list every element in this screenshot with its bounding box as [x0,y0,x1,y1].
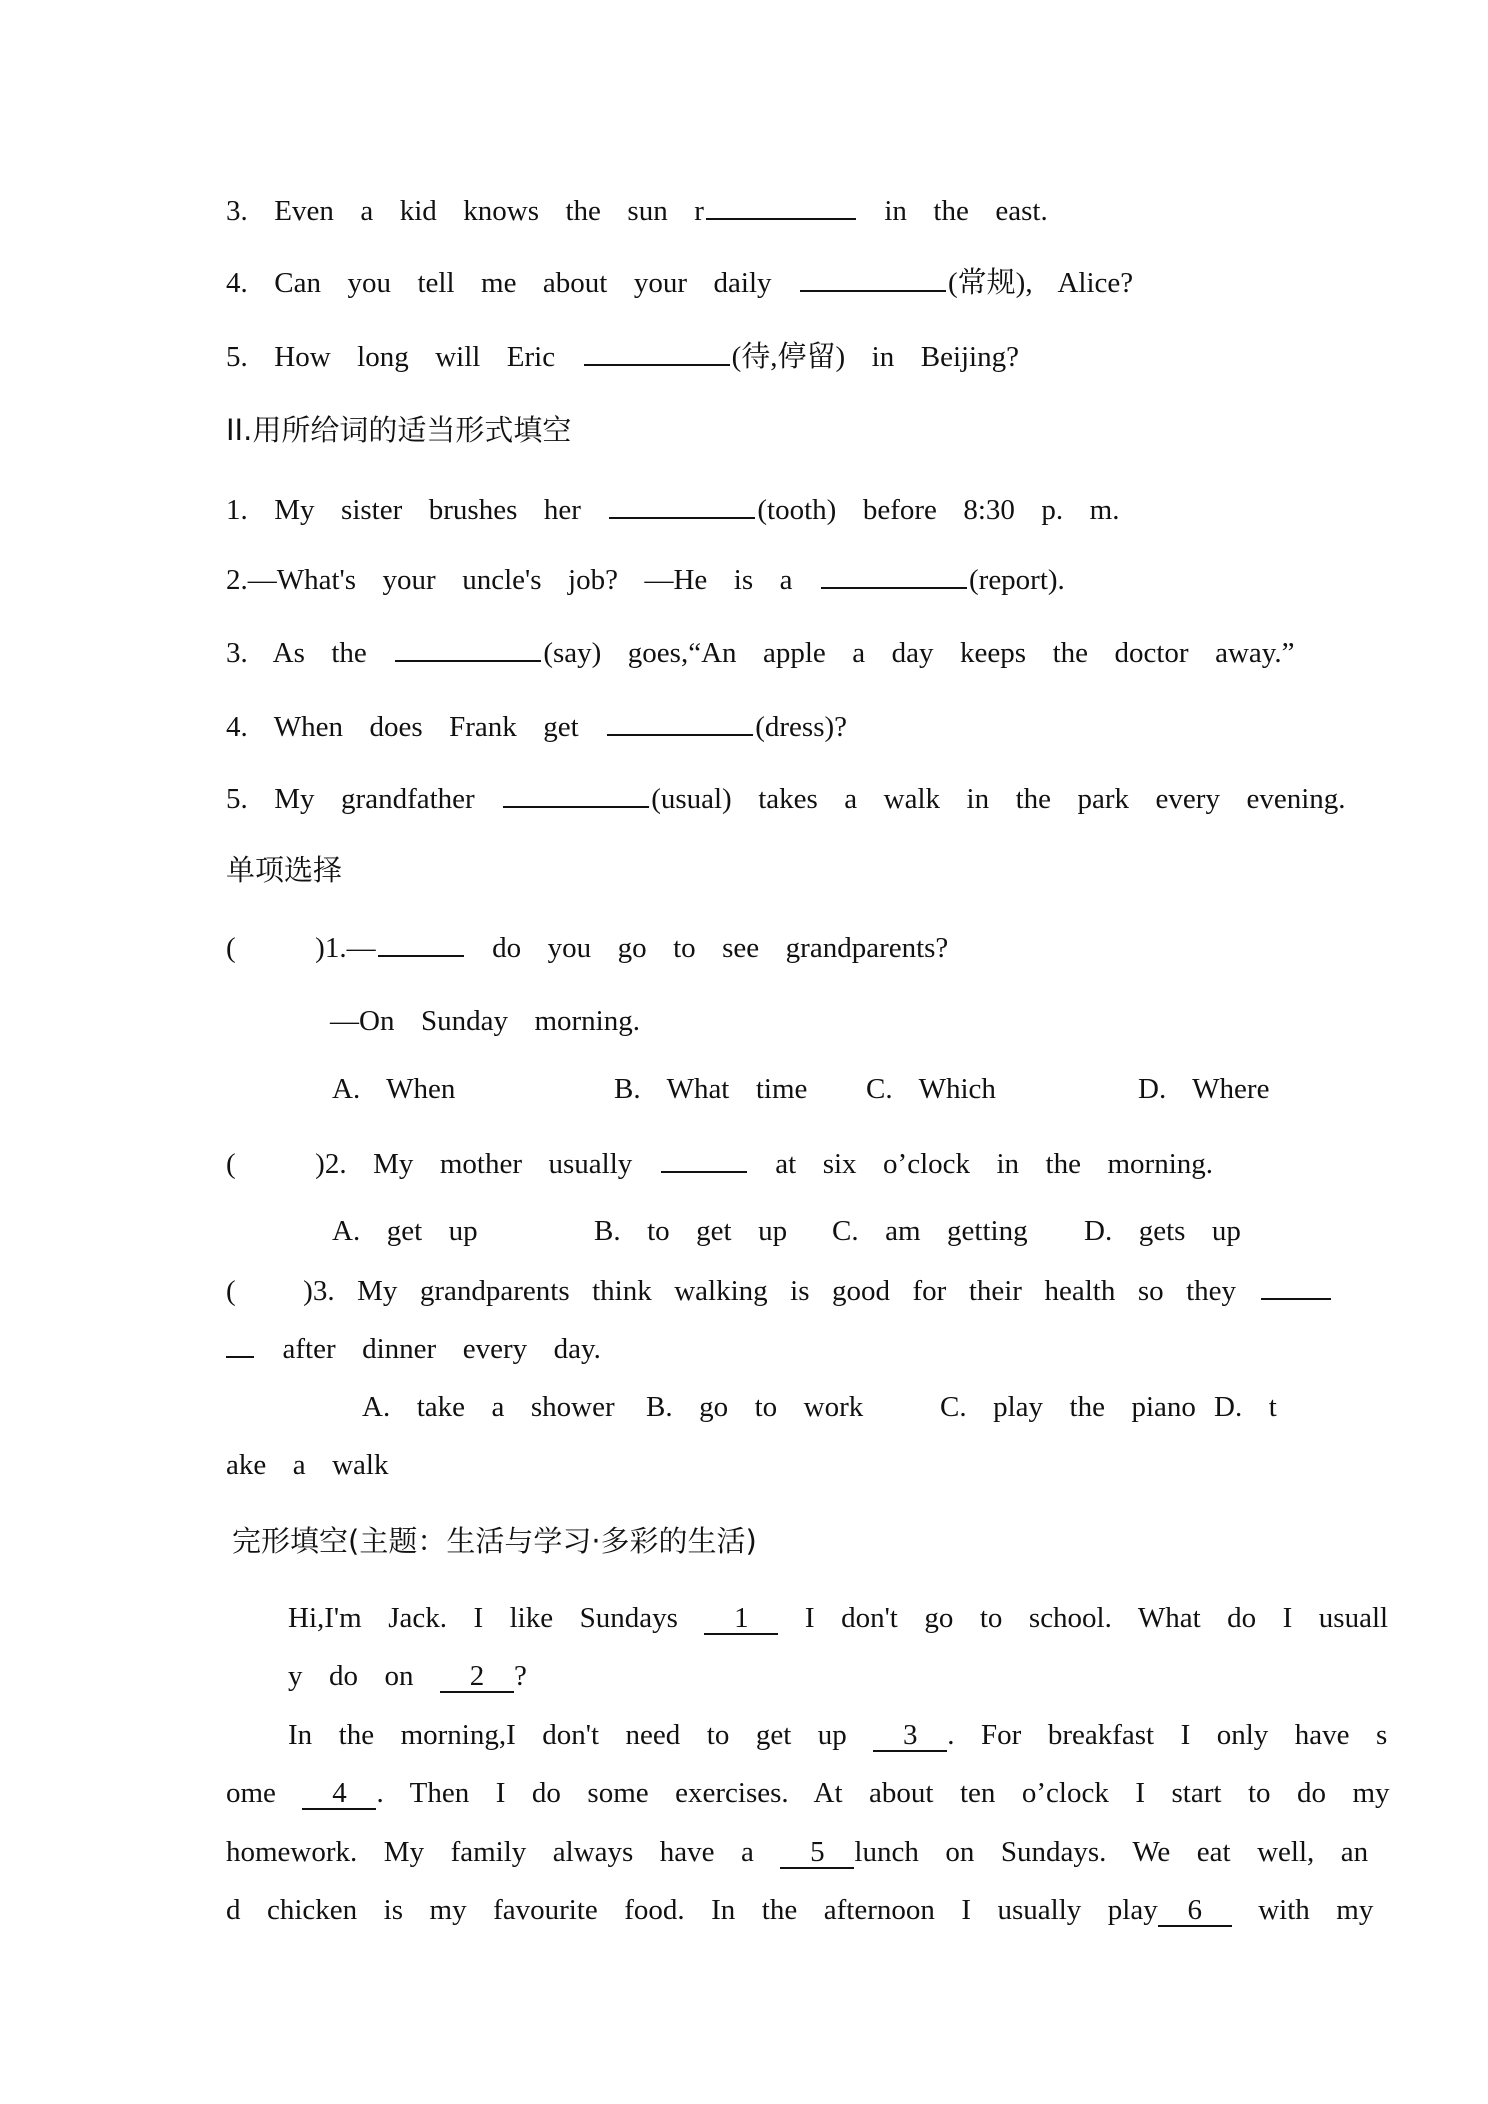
cloze-text: lunch on Sundays. We eat well, an [854,1836,1369,1868]
s1-q4-text: 4. Can you tell me about your daily [226,267,799,299]
s3-q3-text: ( )3. My grandparents think walking is good for their health so they [226,1275,1259,1307]
s3-q3-tail: after dinner every day. [256,1333,601,1365]
s2-q5 [226,780,1346,817]
cloze-text: homework. My family always have a [226,1836,781,1868]
s3-q2-option-b[interactable]: B. to get up [594,1215,788,1247]
s3-q3-cont [226,1330,601,1367]
cloze-blank-4[interactable]: 4 [302,1778,376,1810]
cloze-blank-3[interactable]: 3 [873,1720,947,1752]
cloze-text: y do on [288,1660,440,1692]
section2-heading: II.用所给词的适当形式填空 [226,413,572,447]
answer-blank[interactable] [821,561,967,589]
cloze-line-5 [226,1834,1368,1870]
s1-q4 [226,264,1133,301]
cloze-line-1 [288,1600,1388,1636]
s3-q1-number: ( )1.— [226,932,376,964]
cloze-text: . For breakfast I only have s [947,1719,1388,1751]
section4-heading: 完形填空(主题：生活与学习·多彩的生活) [232,1524,757,1558]
cloze-blank-6[interactable]: 6 [1158,1895,1232,1927]
s2-q3 [226,634,1295,671]
s1-q4-tail: (常规), Alice? [948,267,1134,299]
cloze-line-2 [288,1658,527,1694]
s2-q4-text: 4. When does Frank get [226,711,606,743]
cloze-text: I don't go to school. What do I usuall [778,1602,1389,1634]
answer-blank[interactable] [661,1145,747,1173]
s1-q3 [226,192,1048,229]
answer-blank[interactable] [609,491,755,519]
s3-q1-text: do you go to see grandparents? [465,932,949,964]
answer-blank[interactable] [584,338,730,366]
s3-q2-tail: at six o’clock in the morning. [748,1148,1214,1180]
s2-q3-tail: (say) goes,“An apple a day keeps the doctor away.” [543,637,1295,669]
answer-blank[interactable] [503,780,649,808]
cloze-line-3 [288,1717,1387,1753]
s3-q1-answer: —On Sunday morning. [330,1005,640,1037]
s3-q3-option-d-wrap: ake a walk [226,1449,389,1481]
cloze-text: ome [226,1777,303,1809]
s3-q1 [226,929,948,966]
s1-q3-tail: in the east. [857,195,1048,227]
answer-blank[interactable] [607,708,753,736]
s3-q3-option-c[interactable]: C. play the piano [940,1391,1196,1423]
s3-q3-option-b[interactable]: B. go to work [646,1391,864,1423]
s2-q4-tail: (dress)? [755,711,848,743]
s3-q2-option-d[interactable]: D. gets up [1084,1215,1241,1247]
answer-blank[interactable] [1261,1272,1331,1300]
s3-q3 [226,1272,1333,1309]
s3-q2 [226,1145,1213,1182]
s1-q3-text: 3. Even a kid knows the sun r [226,195,704,227]
s1-q5 [226,338,1019,375]
s2-q4 [226,708,847,745]
s3-q1-option-c[interactable]: C. Which [866,1073,996,1105]
answer-blank-cont[interactable] [226,1330,254,1358]
s2-q5-tail: (usual) takes a walk in the park every evening. [651,783,1346,815]
cloze-text: d chicken is my favourite food. In the afternoon I usually play [226,1894,1158,1926]
s1-q5-tail: (待,停留) in Beijing? [731,341,1019,373]
s2-q1-text: 1. My sister brushes her [226,494,608,526]
s3-q2-option-c[interactable]: C. am getting [832,1215,1028,1247]
s1-q5-text: 5. How long will Eric [226,341,582,373]
answer-blank[interactable] [378,929,464,957]
s2-q3-text: 3. As the [226,637,394,669]
answer-blank[interactable] [800,264,946,292]
s2-q5-text: 5. My grandfather [226,783,502,815]
s3-q1-option-b[interactable]: B. What time [614,1073,808,1105]
s2-q2 [226,561,1065,598]
section3-heading: 单项选择 [226,853,343,887]
answer-blank[interactable] [395,634,541,662]
cloze-line-4 [226,1775,1390,1811]
answer-blank[interactable] [706,192,856,220]
cloze-text: In the morning,I don't need to get up [288,1719,874,1751]
s2-q2-tail: (report). [969,564,1065,596]
cloze-text: with my [1231,1894,1374,1926]
s3-q1-option-a[interactable]: A. When [332,1073,456,1105]
s2-q1 [226,491,1120,528]
s3-q2-text: ( )2. My mother usually [226,1148,659,1180]
s2-q1-tail: (tooth) before 8:30 p. m. [757,494,1120,526]
s3-q3-option-a[interactable]: A. take a shower [362,1391,615,1423]
cloze-line-6 [226,1892,1373,1928]
s3-q2-option-a[interactable]: A. get up [332,1215,478,1247]
cloze-blank-2[interactable]: 2 [440,1661,514,1693]
s3-q1-option-d[interactable]: D. Where [1138,1073,1270,1105]
cloze-text: ? [514,1660,527,1692]
s3-q3-option-d[interactable]: D. t [1214,1391,1277,1423]
cloze-text: . Then I do some exercises. At about ten o’clock I start to do my [376,1777,1390,1809]
cloze-text: Hi,I'm Jack. I like Sundays [288,1602,705,1634]
cloze-blank-5[interactable]: 5 [780,1837,854,1869]
s2-q2-text: 2.—What's your uncle's job? —He is a [226,564,819,596]
cloze-blank-1[interactable]: 1 [704,1603,778,1635]
